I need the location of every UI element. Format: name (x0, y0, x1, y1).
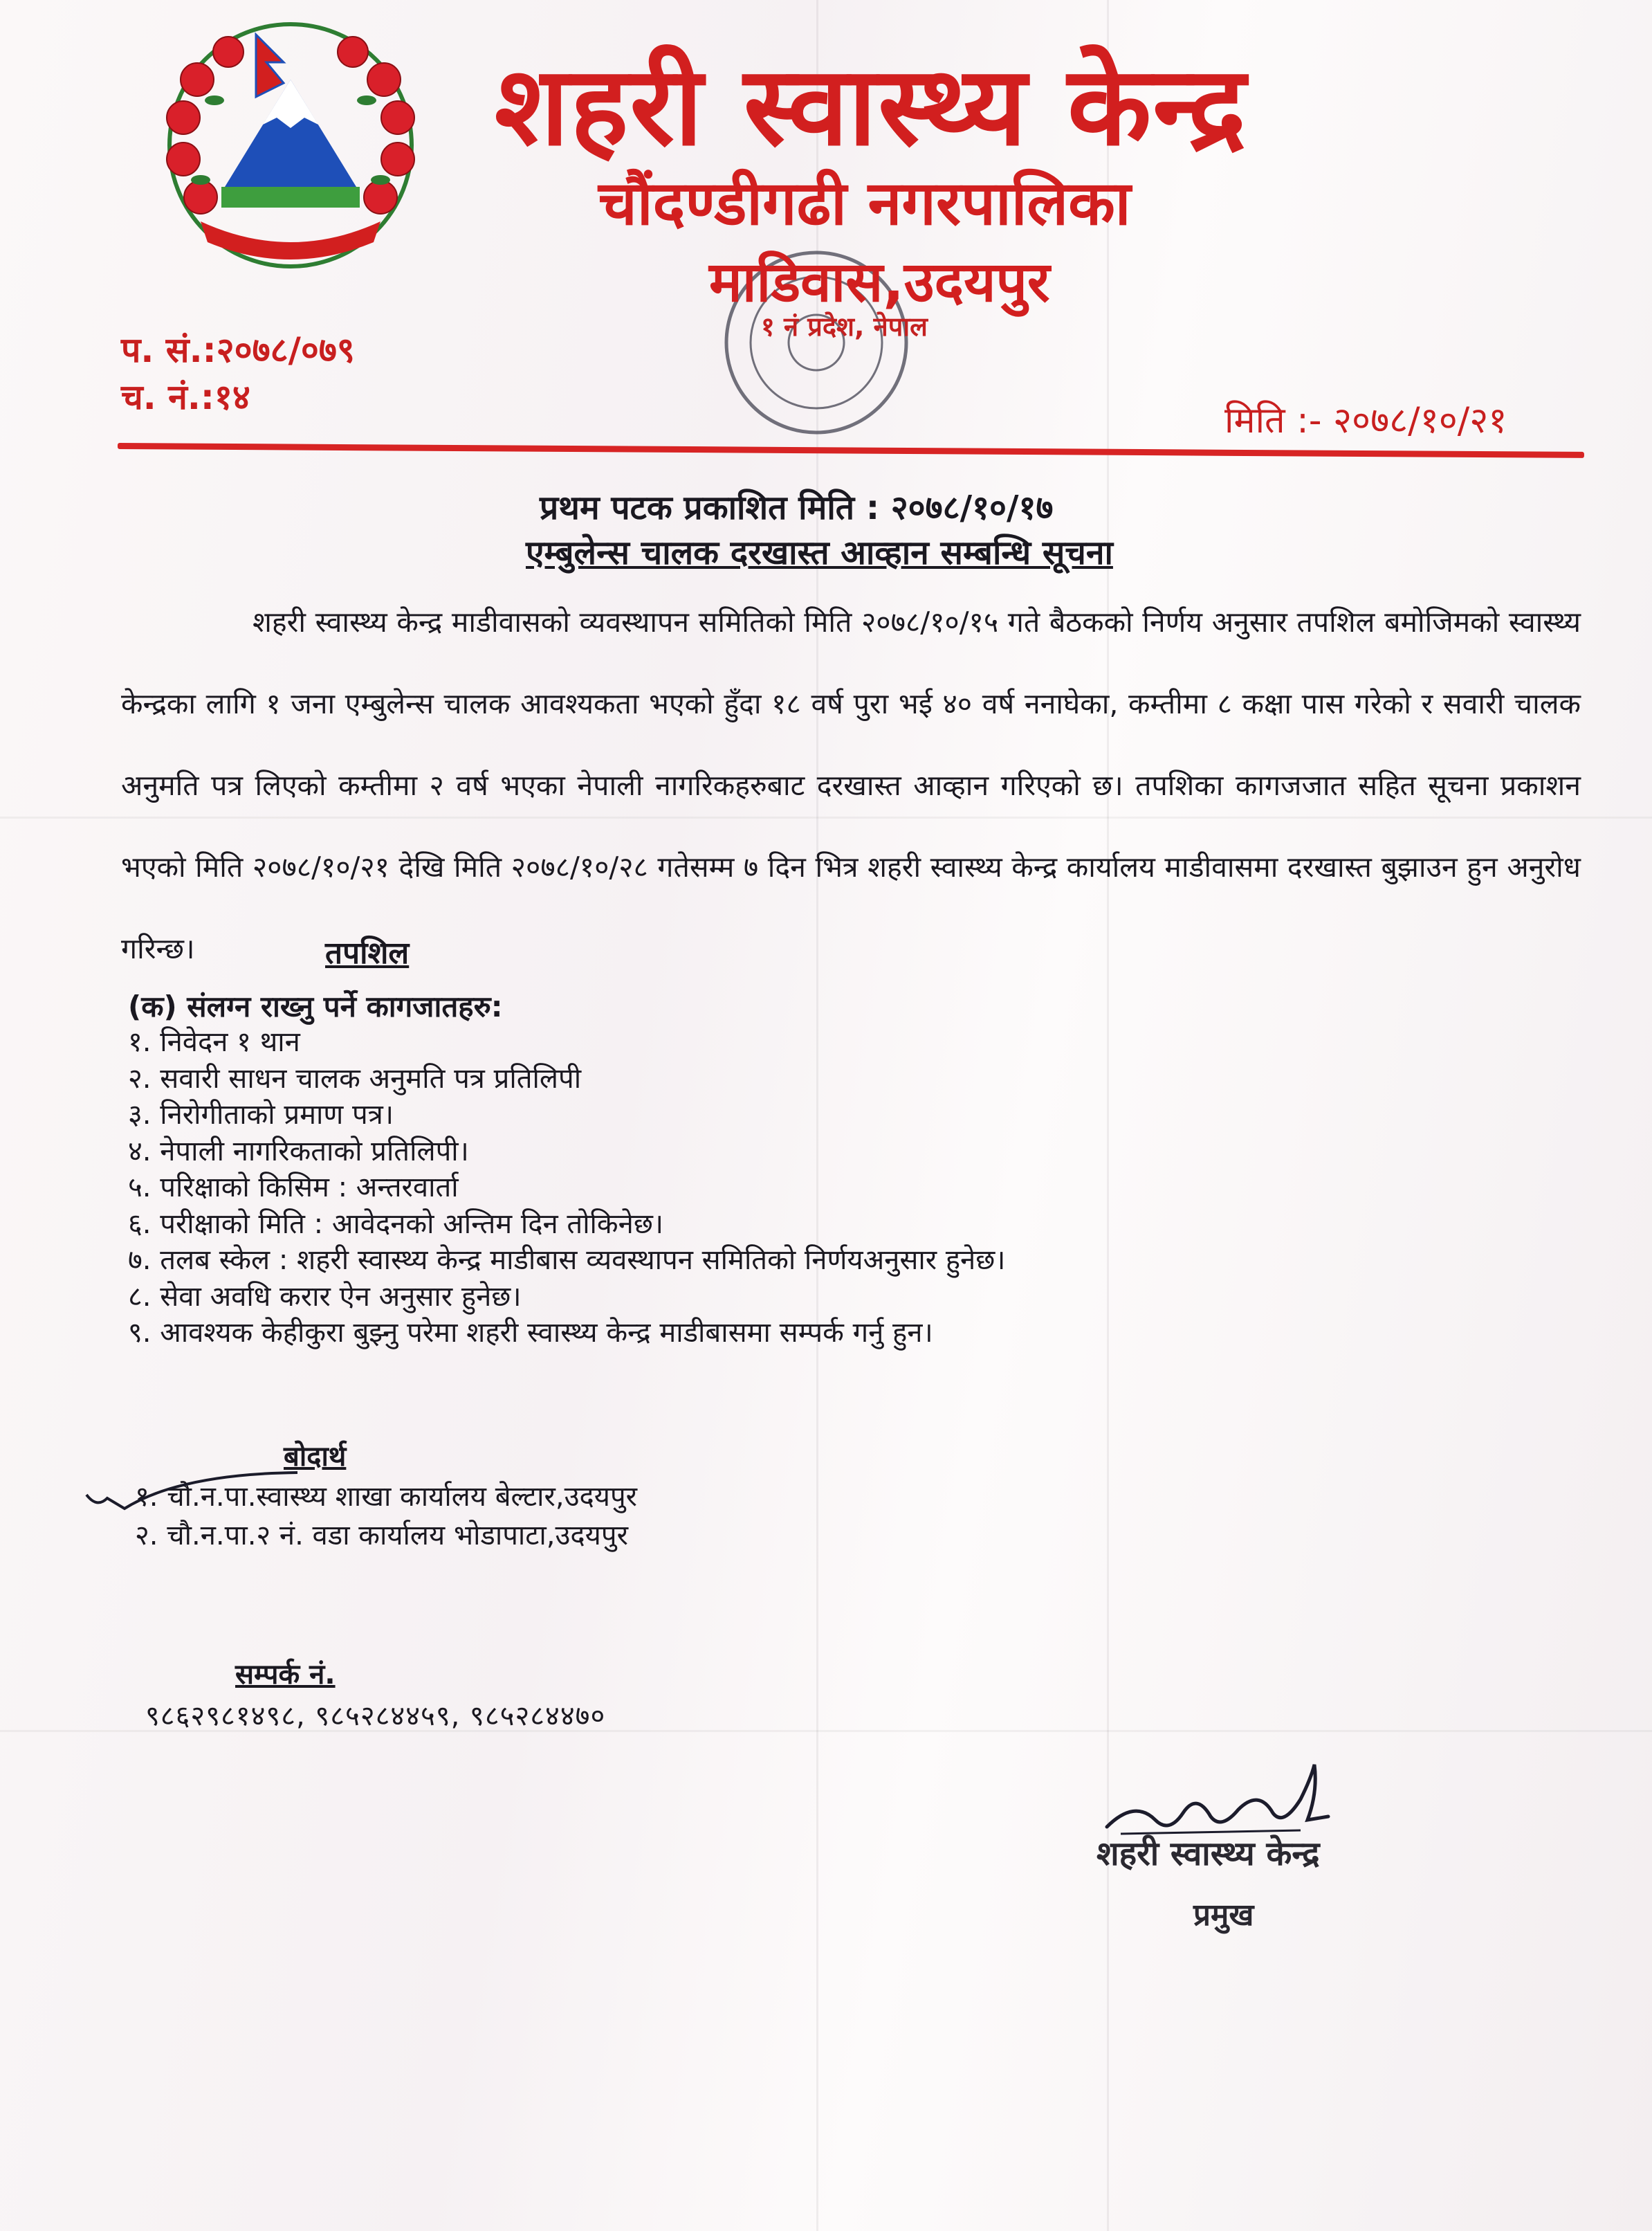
list-item: १. चौ.न.पा.स्वास्थ्य शाखा कार्यालय बेल्टार,उदयपुर (135, 1481, 638, 1513)
list-item: ४. नेपाली नागरिकताको प्रतिलिपी। (128, 1135, 469, 1167)
list-item: ६. परीक्षाको मिति : आवेदनको अन्तिम दिन तोकिनेछ। (128, 1208, 664, 1240)
list-item: ३. निरोगीताको प्रमाण पत्र। (128, 1099, 394, 1131)
list-item: ९. आवश्यक केहीकुरा बुझ्नु परेमा शहरी स्वास्थ्य केन्द्र माडीबासमा सम्पर्क गर्नु हुन। (128, 1317, 933, 1349)
list-item: २. चौ.न.पा.२ नं. वडा कार्यालय भोडापाटा,उदयपुर (135, 1520, 628, 1551)
signatory-role: प्रमुख (1193, 1897, 1254, 1933)
signatory-organization: शहरी स्वास्थ्य केन्द्र (1096, 1834, 1320, 1873)
published-date: प्रथम पटक प्रकाशित मिति : २०७८/१०/१७ (540, 489, 1054, 527)
list-item: ८. सेवा अवधि करार ऐन अनुसार हुनेछ। (128, 1280, 522, 1313)
cc-heading: बोदार्थ (284, 1441, 347, 1473)
documents-section-label: (क) संलग्न राख्नु पर्ने कागजातहरु: (128, 990, 503, 1023)
list-item: ५. परिक्षाको किसिम : अन्तरवार्ता (128, 1172, 459, 1203)
handwritten-tick-icon (83, 1467, 304, 1515)
list-item: २. सवारी साधन चालक अनुमति पत्र प्रतिलिपी (128, 1062, 582, 1095)
letter-date: मिति :- २०७८/१०/२१ (1224, 400, 1507, 441)
province-name: १ नं प्रदेश, नेपाल (761, 311, 928, 342)
details-heading: तपशिल (325, 936, 410, 971)
nepal-emblem-icon (118, 14, 464, 277)
dispatch-number: च. नं.:१४ (121, 377, 250, 417)
office-title: शहरी स्वास्थ्य केन्द्र (495, 43, 1248, 170)
list-item: ७. तलब स्केल : शहरी स्वास्थ्य केन्द्र माडीबास व्यवस्थापन समितिको निर्णयअनुसार हुनेछ। (128, 1244, 1006, 1276)
contact-label: सम्पर्क नं. (235, 1659, 336, 1691)
list-item: १. निवेदन १ थान (128, 1026, 300, 1058)
required-documents-list (128, 1024, 1304, 1351)
contact-numbers: ९८६२९८१४९८, ९८५२८४४५९, ९८५२८४४७० (145, 1700, 606, 1732)
office-location: माडिवास,उदयपुर (709, 250, 1050, 314)
notice-body: शहरी स्वास्थ्य केन्द्र माडीवासको व्यवस्थापन समितिको मिति २०७८/१०/१५ गते बैठकको निर्णय अनुसार तपशिल बमोजिमको स्वास्थ्य केन्द्रका लागि १ जना एम्बुलेन्स चालक आवश्यकता भएको हुँदा १८ वर्ष पुरा भई ४० वर्ष ननाघेका, कम्तीमा ८ कक्षा पास गरेको र सवारी चालक अनुमति पत्र लिएको कम्तीमा २ वर्ष भएका नेपाली नागरिकहरुबाट दरखास्त आव्हान गरिएको छ। तपशिका कागजजात सहित सूचना प्रकाशन भएको मिति २०७८/१०/२१ देखि मिति २०७८/१०/२८ गतेसम्म ७ दिन भित्र शहरी स्वास्थ्य केन्द्र कार्यालय माडीवासमा दरखास्त बुझाउन हुन अनुरोध गरिन्छ। (121, 605, 1581, 965)
reference-number: प. सं.:२०७८/०७९ (121, 330, 355, 370)
notice-subject: एम्बुलेन्स चालक दरखास्त आव्हान सम्बन्धि सूचना (526, 534, 1113, 572)
municipality-name: चौंदण्डीगढी नगरपालिका (598, 167, 1131, 239)
